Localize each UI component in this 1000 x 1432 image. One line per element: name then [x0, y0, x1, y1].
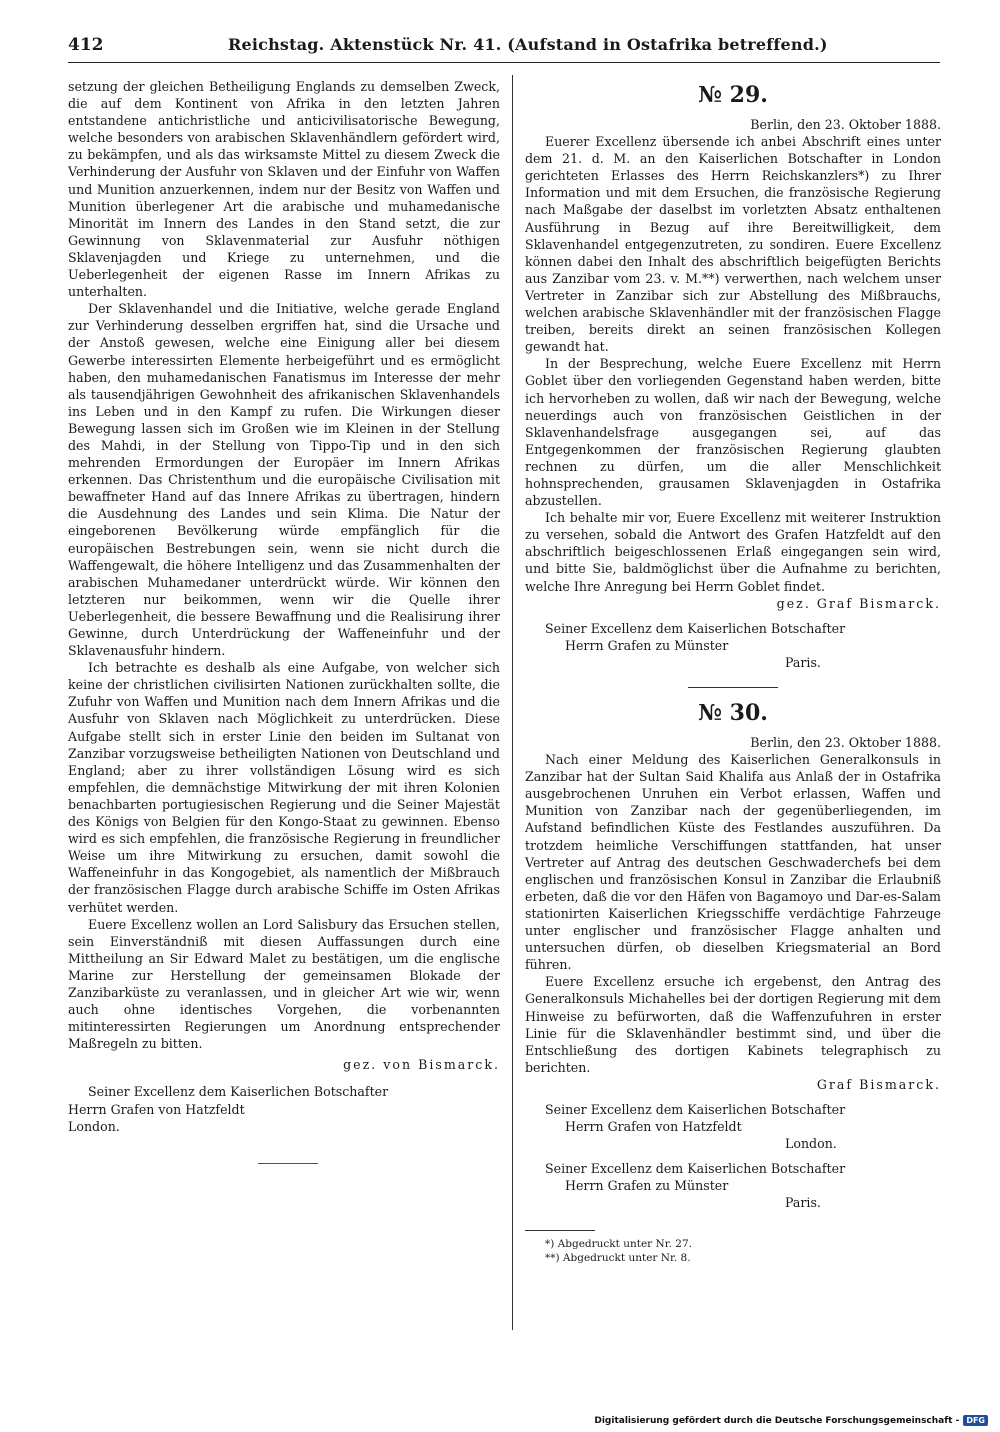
address-line: Herrn Grafen von Hatzfeldt — [565, 1119, 742, 1135]
document-number: № 29. — [698, 82, 768, 108]
address-line: Seiner Excellenz dem Kaiserlichen Botschafter — [88, 1084, 389, 1100]
paragraph: Euerer Excellenz übersende ich anbei Abschrift eines unter dem 21. d. M. an den Kaiserlichen Botschafter in London gerichteten Erlasses des Herrn Reichskanzlers*) zu Ihrer Information und mit dem Ersuchen, die französische Regierung nach Maßgabe der daselbst im vorletzten Absatz enthaltenen Ausführung in Bezug auf ihre Bereitwilligkeit, dem Sklavenhandel entgegenzutreten, zu sondiren. Euere Excellenz können dabei den Inhalt des abschriftlich beigefügten Berichts aus Zanzibar vom 23. v. M.**) verwerthen, nach welchem unser Vertreter in Zanzibar sich zur Abstellung des Mißbrauchs, welchen arabische Sklavenhändler mit der französischen Flagge treiben, bereits direkt an seinen französischen Kollegen gewandt hat. — [525, 134, 941, 355]
paragraph: Euere Excellenz wollen an Lord Salisbury das Ersuchen stellen, sein Einverständniß mit diesen Auffassungen durch eine Mittheilung an Sir Edward Malet zu bestätigen, um die englische Marine zur Herstellung der gemeinsamen Blokade der Zanzibarküste zu veranlassen, und in gleicher Art wie wir, wenn auch ohne identisches Vorgehen, die vorbenannten mitinteressirten Regierungen um Anordnung entsprechender Maßregeln zu bitten. — [68, 916, 500, 1052]
paragraph: Der Sklavenhandel und die Initiative, welche gerade England zur Verhinderung desselben ergriffen hat, sind die Ursache und der Anstoß gewesen, welche eine Einigung aller bei diesem Gewerbe interessirten Elemente herbeigeführt und es ermöglicht haben, den muhamedanischen Fanatismus im Interesse der mehr als tausendjährigen Gewohnheit des afrikanischen Sklavenhandels ins Leben und in den Kampf zu rufen. Die Wirkungen dieser Bewegung lassen sich im Großen wie im Kleinen in der Stellung des Mahdi, in der Stellung von Tippo-Tip und in den sich mehrenden Ermordungen der Europäer im Innern Afrikas erkennen. Das Christenthum und die europäische Civilisation mit bewaffneter Hand auf das Innere Afrikas zu übertragen, hindern die Ausdehnung des Landes und sein Klima. Die Natur der eingeborenen Bevölkerung würde empfänglich für die europäischen Bestrebungen sein, wenn sie nicht durch die Waffengewalt, die höhere Intelligenz und das Zusammenhalten der arabischen Muhamedaner unterdrückt würde. Wir können den letzteren nur beikommen, wenn wir die Quelle ihrer Ueberlegenheit, die bessere Bewaffnung und die Realisirung ihrer Gewinne, durch Unterdrückung der Waffeneinfuhr und der Sklavenausfuhr hindern. — [68, 301, 500, 659]
document-number: № 30. — [698, 700, 768, 726]
footnote: *) Abgedruckt unter Nr. 27. — [545, 1237, 692, 1250]
signature: gez. von Bismarck. — [343, 1057, 500, 1073]
paragraph: Nach einer Meldung des Kaiserlichen Generalkonsuls in Zanzibar hat der Sultan Said Khalifa aus Anlaß der in Ostafrika ausgebrochenen Unruhen ein Verbot erlassen, Waffen und Munition von Zanzibar nach der gegenüberliegenden, im Aufstand befindlichen Küste des Festlandes auszuführen. Da trotzdem heimliche Verschiffungen stattfanden, hat unser Vertreter auf Antrag des deutschen Geschwaderchefs bei dem englischen und französischen Konsul in Zanzibar die Erlaubniß erbeten, daß die vor den Häfen von Bagamoyo und Dar-es-Salam stationirten Kaiserlichen Kriegsschiffe verdächtige Fahrzeuge unter englischer und französischer Flagge anhalten und untersuchen dürfen, ob dieselben Kriegsmaterial an Bord führen. — [525, 752, 941, 973]
date-line: Berlin, den 23. Oktober 1888. — [750, 735, 941, 750]
page-number: 412 — [68, 35, 104, 55]
address-line: Herrn Grafen von Hatzfeldt — [68, 1101, 245, 1117]
header-rule — [68, 62, 940, 63]
footer-text: Digitalisierung gefördert durch die Deutsche Forschungsgemeinschaft - — [594, 1415, 960, 1426]
paragraph: Ich behalte mir vor, Euere Excellenz mit weiterer Instruktion zu versehen, sobald die Antwort des Grafen Hatzfeldt auf den abschriftlich beigeschlossenen Erlaß eingegangen sein wird, und bitte Sie, baldmöglichst über die Aufnahme zu berichten, welche Ihre Anregung bei Herrn Goblet findet. — [525, 510, 941, 594]
address-line: Seiner Excellenz dem Kaiserlichen Botschafter — [545, 1101, 846, 1117]
dfg-logo-icon: DFG — [963, 1415, 988, 1426]
address-line: London. — [785, 1136, 837, 1152]
signature: Graf Bismarck. — [816, 1076, 941, 1092]
address-line: Herrn Grafen zu Münster — [565, 637, 729, 653]
date-line: Berlin, den 23. Oktober 1888. — [750, 117, 941, 132]
address-line: Paris. — [785, 654, 821, 670]
signature: gez. Graf Bismarck. — [776, 595, 941, 611]
footnote-rule — [525, 1230, 595, 1231]
paragraph: In der Besprechung, welche Euere Excellenz mit Herrn Goblet über den vorliegenden Gegenstand haben werden, bitte ich hervorheben zu wollen, daß wir nach der Bewegung, welche neuerdings auch von französischen Geistlichen in der Sklavenhandelsfrage ausgegangen sei, auf das Entgegenkommen der französischen Regierung glaubten rechnen zu dürfen, um die aller Menschlichkeit hohnsprechenden, grausamen Sklavenjagden in Ostafrika abzustellen. — [525, 356, 941, 509]
address-line: Seiner Excellenz dem Kaiserlichen Botschafter — [545, 620, 846, 636]
page-header — [68, 34, 938, 60]
left-column — [68, 78, 500, 1164]
paragraph: Ich betrachte es deshalb als eine Aufgabe, von welcher sich keine der christlichen civilisirten Nationen zurückhalten sollte, die Zufuhr von Waffen und Munition nach dem Innern Afrikas und die Ausfuhr von Sklaven nach Möglichkeit zu unterdrücken. Diese Aufgabe stellt sich in erster Linie den beiden im Sultanat von Zanzibar vorzugsweise betheiligten Nationen von Deutschland und England; aber zu ihrer vollständigen Lösung wird es sich empfehlen, die demnächstige Mitwirkung der mit ihren Kolonien benachbarten portugiesischen Regierung und die Seiner Majestät des Königs von Belgien für den Kongo-Staat zu gewinnen. Ebenso wird es sich empfehlen, die französische Regierung in freundlicher Weise um ihre Mitwirkung zu ersuchen, damit sowohl die Waffeneinfuhr in das Kongogebiet, als namentlich der Mißbrauch der französischen Flagge durch arabische Schiffe im Osten Afrikas verhütet werden. — [68, 660, 500, 915]
running-title: Reichstag. Aktenstück Nr. 41. (Aufstand in Ostafrika betreffend.) — [228, 35, 828, 54]
column-divider — [512, 75, 513, 1330]
address-line: Herrn Grafen zu Münster — [565, 1178, 729, 1194]
digitization-footer — [594, 1415, 988, 1426]
address-line: Seiner Excellenz dem Kaiserlichen Botschafter — [545, 1161, 846, 1177]
address-line: Paris. — [785, 1195, 821, 1211]
address-line: London. — [68, 1118, 120, 1134]
end-rule — [258, 1163, 318, 1164]
paragraph: Euere Excellenz ersuche ich ergebenst, den Antrag des Generalkonsuls Michahelles bei der dortigen Regierung mit dem Hinweise zu befürworten, daß die Waffenzufuhren in erster Linie für die Sklavenhändler bestimmt sind, und über die Entschließung des dortigen Kabinets telegraphisch zu berichten. — [525, 974, 941, 1075]
footnote: **) Abgedruckt unter Nr. 8. — [545, 1251, 691, 1264]
section-separator — [688, 687, 778, 688]
paragraph: setzung der gleichen Betheiligung Englands zu demselben Zweck, die auf dem Kontinent von Afrika in den letzten Jahren entstandene antichristliche und anticivilisatorische Bewegung, welche besonders von arabischen Sklavenhändlern gefördert wird, zu bekämpfen, und als das wirksamste Mittel zu diesem Zweck die Verhinderung der Ausfuhr von Sklaven und der Einfuhr von Waffen und Munition anzuerkennen, indem nur der Besitz von Waffen und Munition überlegener Art die arabische und muhamedanische Minorität im Innern des Landes in den Stand setzt, die zur Gewinnung von Sklavenmaterial zur Ausfuhr nöthigen Sklavenjagden und Kriege zu unternehmen, und die Ueberlegenheit der eigenen Rasse im Innern Afrikas zu unterhalten. — [68, 79, 500, 300]
right-column — [525, 78, 941, 1265]
